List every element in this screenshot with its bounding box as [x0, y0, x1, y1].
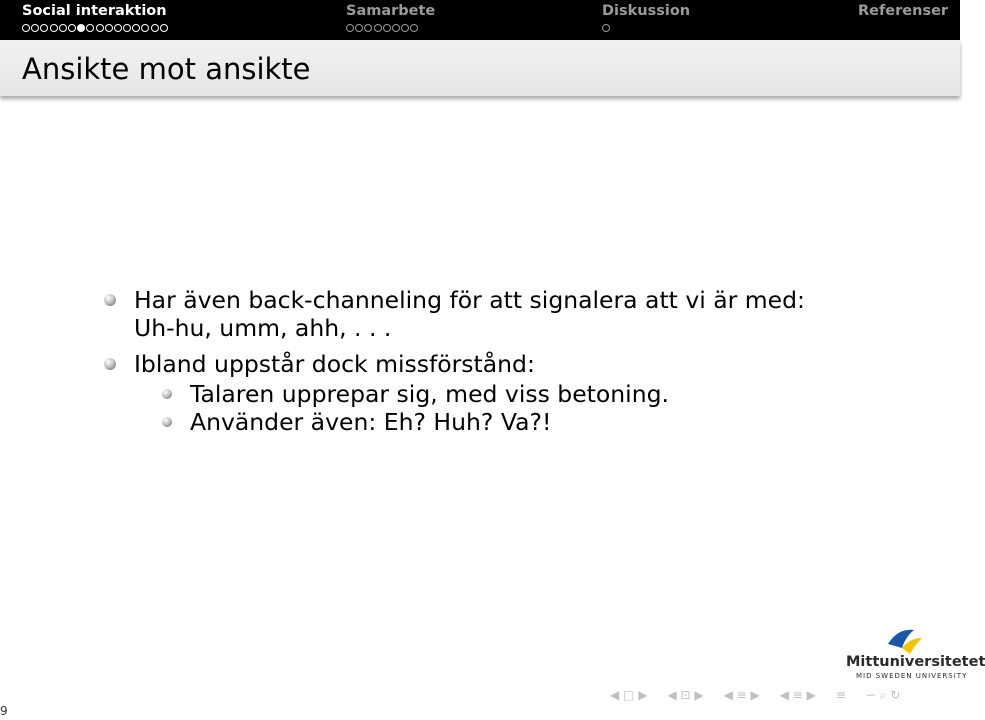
logo-emblem-icon [884, 626, 924, 656]
beamer-navigation-symbols [610, 688, 900, 703]
sub-bullet-list [104, 380, 924, 436]
sub-bullet-text: Talaren upprepar sig, med viss betoning. [190, 380, 669, 408]
slide-dot[interactable] [410, 24, 418, 32]
slide-dots-diskussion[interactable] [602, 24, 610, 34]
nav-subsection-icon[interactable]: ◀ ⊡ ▶ [667, 688, 704, 702]
slide-dot[interactable] [50, 24, 58, 32]
slide-dot[interactable] [123, 24, 131, 32]
bullet-text-line2: Uh-hu, umm, ahh, . . . [134, 314, 392, 342]
section-social-interaktion[interactable]: Social interaktion [22, 3, 167, 19]
slide-dot[interactable] [364, 24, 372, 32]
slide-dot[interactable] [105, 24, 113, 32]
bullet-item [104, 350, 924, 378]
slide-dot[interactable] [355, 24, 363, 32]
slide-dot[interactable] [392, 24, 400, 32]
bullet-ball-icon [104, 358, 116, 370]
bullet-ball-icon [104, 294, 116, 306]
slide-dot[interactable] [40, 24, 48, 32]
logo-wordmark: Mittuniversitetet [846, 654, 985, 670]
frame-title-bar [0, 40, 960, 96]
nav-outline-icon[interactable]: ≡ [835, 688, 846, 702]
logo-subtitle: MID SWEDEN UNIVERSITY [856, 672, 968, 680]
nav-frame-icon[interactable]: ◀ □ ▶ [610, 688, 648, 702]
slide-content [104, 286, 924, 436]
slide-dot[interactable] [96, 24, 104, 32]
bullet-text-line1: Har även back-channeling för att signalera att vi är med: [134, 286, 805, 314]
navigation-headline [0, 0, 960, 40]
slide-dot[interactable] [383, 24, 391, 32]
sub-bullet-item [162, 408, 924, 436]
section-diskussion[interactable]: Diskussion [602, 3, 691, 19]
current-slide-dot[interactable] [77, 24, 85, 32]
page-number: 9 [0, 704, 8, 718]
nav-search-icon[interactable]: ∽ ⌕ ↻ [865, 688, 901, 702]
slide-dot[interactable] [22, 24, 30, 32]
section-samarbete[interactable]: Samarbete [346, 3, 436, 19]
slide-dot[interactable] [374, 24, 382, 32]
section-referenser[interactable]: Referenser [858, 3, 949, 19]
slide-dot[interactable] [59, 24, 67, 32]
slide-dot[interactable] [141, 24, 149, 32]
slide-dot[interactable] [114, 24, 122, 32]
slide-dot[interactable] [31, 24, 39, 32]
slide-dot[interactable] [86, 24, 94, 32]
slide-dot[interactable] [132, 24, 140, 32]
sub-bullet-text: Använder även: Eh? Huh? Va?! [190, 408, 552, 436]
nav-document-icon[interactable]: ◀ ≡ ▶ [779, 688, 816, 702]
nav-section-icon[interactable]: ◀ ≡ ▶ [723, 688, 760, 702]
slide-dot[interactable] [151, 24, 159, 32]
slide-dot[interactable] [68, 24, 76, 32]
sub-bullet-ball-icon [162, 417, 172, 427]
university-logo [846, 626, 985, 686]
bullet-text: Ibland uppstår dock missförstånd: [134, 350, 535, 378]
slide-dot[interactable] [401, 24, 409, 32]
slide-dot[interactable] [602, 24, 610, 32]
sub-bullet-ball-icon [162, 389, 172, 399]
bullet-item [104, 286, 924, 342]
sub-bullet-item [162, 380, 924, 408]
frame-title: Ansikte mot ansikte [22, 52, 311, 86]
slide-dot[interactable] [346, 24, 354, 32]
slide-dots-social-interaktion[interactable] [22, 24, 168, 34]
slide-dots-samarbete[interactable] [346, 24, 418, 34]
slide-dot[interactable] [160, 24, 168, 32]
